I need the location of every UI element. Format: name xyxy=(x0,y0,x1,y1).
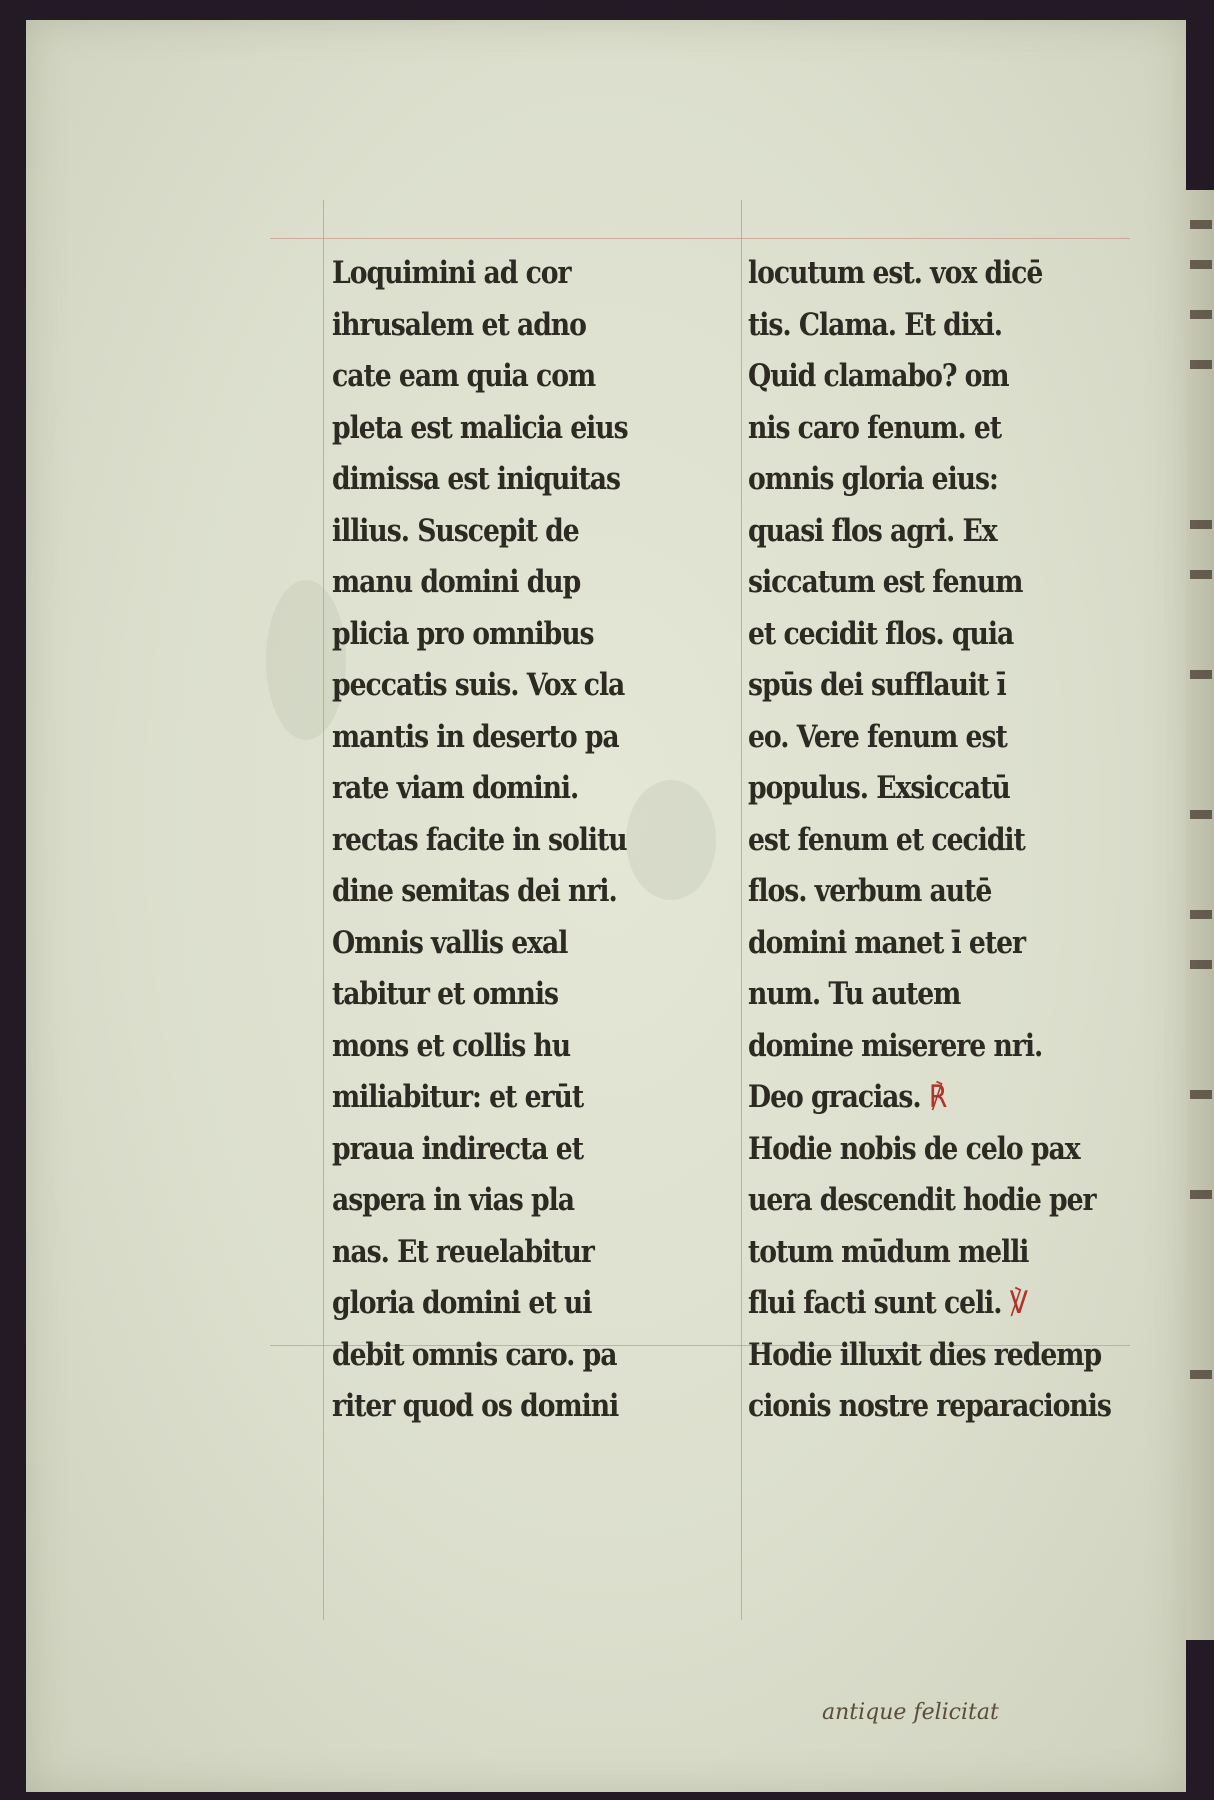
text-line: dine semitas dei nri. xyxy=(332,873,617,909)
text-line: cate eam quia com xyxy=(332,358,596,394)
text-line: debit omnis caro. pa xyxy=(332,1336,617,1373)
adjacent-leaf-edge xyxy=(1186,190,1214,1640)
text-line: nas. Et reuelabitur xyxy=(332,1233,594,1270)
text-line: quasi flos agri. Ex xyxy=(748,512,997,549)
text-line: Hodie nobis de celo pax xyxy=(748,1130,1080,1167)
catchword: antique felicitat xyxy=(822,1700,999,1725)
text-line: omnis gloria eius: xyxy=(748,461,998,497)
text-line: pleta est malicia eius xyxy=(332,409,628,446)
text-line: uera descendit hodie per xyxy=(748,1182,1096,1218)
text-line: mons et collis hu xyxy=(332,1027,571,1064)
text-column-left xyxy=(332,248,668,1433)
ruling-line xyxy=(741,200,742,1620)
text-line: Hodie illuxit dies redemp xyxy=(748,1336,1102,1373)
text-line: flui facti sunt celi. ℣ xyxy=(748,1285,1027,1321)
text-line: totum mūdum melli xyxy=(748,1233,1029,1270)
text-line: et cecidit flos. quia xyxy=(748,615,1014,652)
text-line: miliabitur: et erūt xyxy=(332,1079,584,1115)
text-line: rectas facite in solitu xyxy=(332,821,627,858)
text-line: num. Tu autem xyxy=(748,976,961,1012)
text-line: plicia pro omnibus xyxy=(332,615,594,652)
text-line: dimissa est iniquitas xyxy=(332,461,620,497)
text-line: praua indirecta et xyxy=(332,1130,583,1167)
text-line: illius. Suscepit de xyxy=(332,512,579,549)
text-line: mantis in deserto pa xyxy=(332,718,619,755)
text-line: flos. verbum autē xyxy=(748,873,992,909)
text-line: eo. Vere fenum est xyxy=(748,718,1007,755)
text-line: tis. Clama. Et dixi. xyxy=(748,306,1003,343)
text-line: rate viam domini. xyxy=(332,770,579,806)
text-line: spūs dei sufflauit ī xyxy=(748,667,1006,703)
text-line: Omnis vallis exal xyxy=(332,924,568,961)
text-line: manu domini dup xyxy=(332,564,581,600)
text-line: Loquimini ad cor xyxy=(332,255,571,291)
text-column-right xyxy=(748,248,1111,1433)
text-line: riter quod os domini xyxy=(332,1388,619,1424)
text-line: domine miserere nri. xyxy=(748,1027,1043,1064)
text-line: gloria domini et ui xyxy=(332,1285,592,1321)
text-line: domini manet ī eter xyxy=(748,924,1026,961)
rubric-mark: ℟ xyxy=(928,1079,947,1115)
text-line: cionis nostre reparacionis xyxy=(748,1388,1111,1424)
text-line: ihrusalem et adno xyxy=(332,306,586,343)
rubric-mark: ℣ xyxy=(1009,1285,1027,1321)
text-line: locutum est. vox dicē xyxy=(748,255,1043,291)
text-line: Quid clamabo? om xyxy=(748,358,1009,394)
ruling-line xyxy=(270,238,1130,239)
text-line: aspera in vias pla xyxy=(332,1182,574,1218)
text-line: Deo gracias. ℟ xyxy=(748,1079,947,1115)
text-line: siccatum est fenum xyxy=(748,564,1023,600)
ruling-line xyxy=(323,200,324,1620)
text-line: nis caro fenum. et xyxy=(748,409,1002,446)
text-line: populus. Exsiccatū xyxy=(748,770,1010,806)
text-line: est fenum et cecidit xyxy=(748,821,1025,858)
text-line: tabitur et omnis xyxy=(332,976,558,1012)
text-line: peccatis suis. Vox cla xyxy=(332,667,625,703)
